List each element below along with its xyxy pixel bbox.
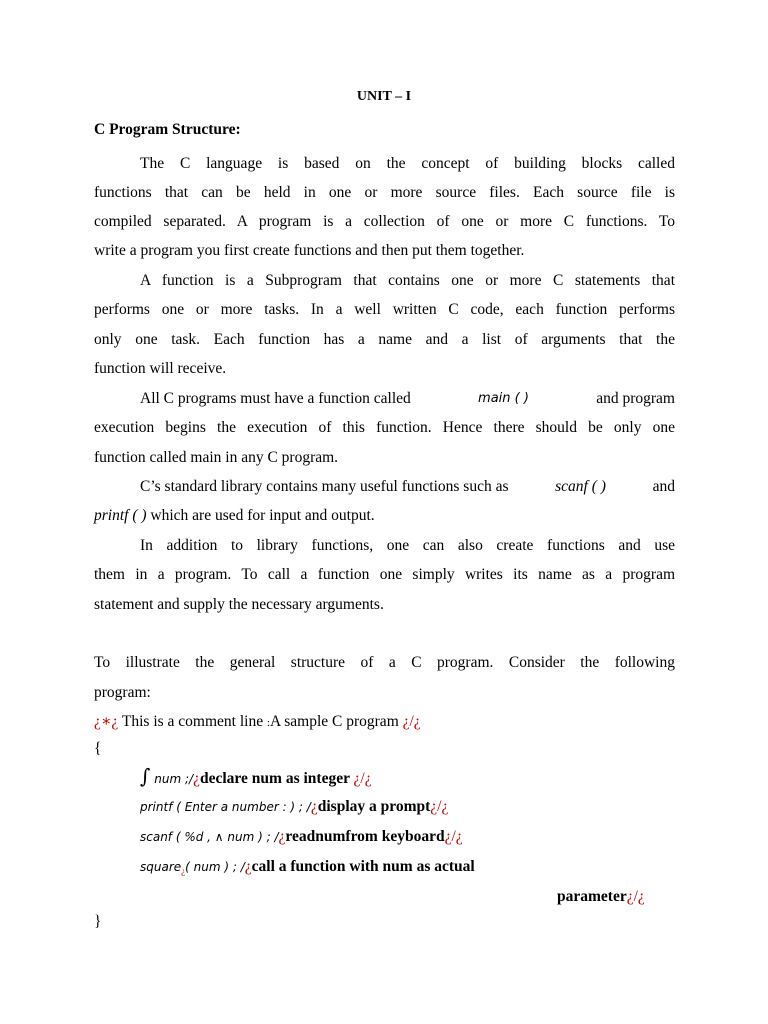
- scanf-mark: ¿: [278, 828, 286, 845]
- printf-slash: /: [302, 800, 311, 814]
- parameter-close-mark: ¿/¿: [626, 888, 645, 905]
- scanf-close-mark: ¿/¿: [444, 828, 463, 845]
- p4-line-2: [94, 506, 675, 526]
- p3-text-b: and program: [596, 390, 675, 407]
- p3-text-a: All C programs must have a function called: [140, 390, 411, 407]
- comment-text: This is a comment line: [118, 713, 267, 730]
- declare-text: declare num as integer: [200, 770, 354, 787]
- close-brace: }: [94, 913, 102, 930]
- printf-code: printf (: [140, 800, 181, 814]
- declare-close-mark: ¿/¿: [353, 770, 372, 787]
- square-text: call a function with num as actual: [251, 858, 475, 875]
- comment-close-mark: ¿/¿: [402, 713, 421, 730]
- printf-close-mark: ¿/¿: [430, 798, 449, 815]
- p4-text-b: and: [652, 478, 675, 495]
- declare-code: num ;/: [154, 772, 194, 786]
- p1-line-2: functions that can be held in one or more source files. Each source file is: [94, 184, 675, 201]
- open-brace: {: [94, 740, 102, 757]
- p6-line-1: To illustrate the general structure of a C program. Consider the following: [94, 654, 675, 671]
- square-mark: ¿: [244, 858, 252, 875]
- printf-mark: ¿: [310, 798, 318, 815]
- p3-line-1: [140, 389, 675, 409]
- p3-line-3: function called main in any C program.: [94, 449, 339, 466]
- p5-line-3: statement and supply the necessary arguments.: [94, 596, 384, 613]
- p3-line-2: execution begins the execution of this function. Hence there should be only one: [94, 419, 675, 436]
- p4-text-a: C’s standard library contains many useful functions such as: [140, 478, 509, 495]
- code-square-line: [140, 857, 475, 881]
- square-args: ( num ) ; /: [185, 860, 245, 874]
- code-declare-line: [140, 766, 372, 789]
- p1-line-3: compiled separated. A program is a collection of one or more C functions. To: [94, 213, 675, 230]
- square-code: square: [140, 860, 182, 874]
- p2-line-4: function will receive.: [94, 360, 227, 377]
- main-function-ref: main ( ): [478, 391, 529, 406]
- p2-line-1: A function is a Subprogram that contains one or more C statements that: [140, 272, 675, 289]
- p5-line-2: them in a program. To call a function one simply writes its name as a program: [94, 566, 675, 583]
- p1-line-4: write a program you first create functions and then put them together.: [94, 242, 525, 259]
- p4-line-1: [140, 477, 675, 497]
- code-scanf-line: [140, 827, 463, 847]
- p2-line-2: performs one or more tasks. In a well written C code, each function performs: [94, 301, 675, 318]
- comment-text-2: A sample C program: [270, 713, 403, 730]
- scanf-text: readnumfrom keyboard: [285, 828, 445, 845]
- p6-line-2: program:: [94, 684, 151, 701]
- printf-function-ref: printf ( ): [94, 507, 147, 524]
- unit-heading: UNIT – I: [356, 89, 412, 104]
- p1-line-1: The C language is based on the concept of building blocks called: [140, 155, 675, 172]
- section-title: C Program Structure:: [94, 121, 241, 138]
- integral-symbol: ∫: [140, 764, 151, 788]
- p5-line-1: In addition to library functions, one can also create functions and use: [140, 537, 675, 554]
- code-parameter-line: [557, 887, 645, 907]
- p2-line-3: only one task. Each function has a name and a list of arguments that the: [94, 331, 675, 348]
- scanf-function-ref: scanf ( ): [555, 478, 606, 495]
- printf-text: display a prompt: [317, 798, 431, 815]
- p4-text-c: which are used for input and output.: [146, 507, 375, 524]
- parameter-text: parameter: [557, 888, 627, 905]
- code-comment-line: [94, 712, 421, 733]
- square-sub-mark: ¿: [181, 866, 186, 876]
- comment-open-mark: ¿∗¿: [94, 713, 119, 730]
- comment-colon: :: [266, 717, 271, 729]
- declare-mark: ¿: [193, 770, 200, 787]
- scanf-code: scanf ( %d , ∧ num ) ; /: [140, 830, 279, 844]
- code-printf-line: [140, 797, 448, 817]
- printf-args: Enter a number : ) ;: [180, 800, 303, 814]
